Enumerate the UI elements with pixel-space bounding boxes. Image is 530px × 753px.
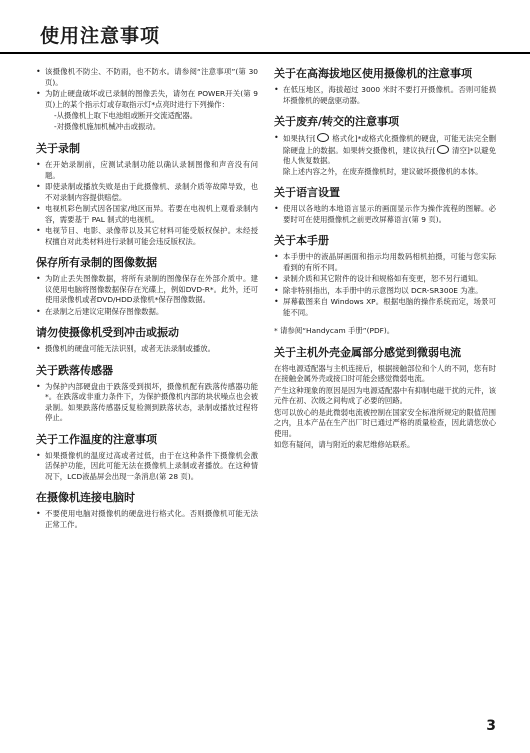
list-item: • 电视机彩色制式因各国家/地区而异。若要在电视机上观看录制内容，需要基于 PAL 制式的电视机。 xyxy=(36,204,258,225)
disposal-text-4: 除上述内容之外，在废弃摄像机时，建议破坏摄像机的本体。 xyxy=(283,166,483,176)
list-item: • 在录制之后建议定期保存图像数据。 xyxy=(36,307,258,318)
list-item: • 摄像机的硬盘可能无法识别，或者无法录制或播放。 xyxy=(36,344,258,355)
section-em xyxy=(274,346,496,451)
section-altitude xyxy=(274,67,496,106)
temperature-list xyxy=(36,451,258,483)
list-item: • 为防止硬盘破坏或已录制的图像丢失，请勿在 POWER开关(第 9 页)上的某个指示灯或存取指示灯*点亮时进行下列操作： xyxy=(36,89,258,110)
list-item: • 为防止丢失图像数据，将所有录制的图像保存在外部介质中。建议使用电脑将图像数据保存在光碟上，例如DVD-R*。此外，还可使用录像机或者DVD/HDD录像机*保存图像数据。 xyxy=(36,274,258,306)
paragraph: 产生这种现象的原因是因为电源适配器中有抑制电磁干扰的元件，该元件在初、次级之间构成了必要的回路。 xyxy=(274,385,496,405)
section-heading: 关于主机外壳金属部分感觉到微弱电流 xyxy=(274,345,461,359)
list-item: • 录制介质和其它附件的设计和规格如有变更，恕不另行通知。 xyxy=(274,274,496,285)
disposal-list xyxy=(274,133,496,177)
page-number: 3 xyxy=(486,718,496,734)
recording-list xyxy=(36,160,258,247)
disposal-text-2: 格式化]*或格式化摄像机的硬盘，可能无法完全删除硬盘上的数据。如果转交摄像机，建议执行[ xyxy=(283,134,496,155)
list-item: • 电视节目、电影、录像带以及其它材料可能受版权保护。未经授权擅自对此类材料进行录制可能会违反版权法。 xyxy=(36,226,258,247)
pc-list xyxy=(36,509,258,530)
shock-list xyxy=(36,344,258,355)
right-column xyxy=(274,67,496,452)
list-item: • 在低压地区，海拔超过 3000 米时不要打开摄像机。否则可能损坏摄像机的硬盘驱动器。 xyxy=(274,85,496,106)
drop-list xyxy=(36,382,258,424)
section-shock xyxy=(36,326,258,355)
paragraph: 如您有疑问，请与附近的索尼维修站联系。 xyxy=(274,440,415,449)
list-item: • 不要使用电脑对摄像机的硬盘进行格式化。否则摄像机可能无法正常工作。 xyxy=(36,509,258,530)
disposal-text-3: 清空]*以避免他人恢复数据。 xyxy=(283,145,496,165)
paragraph: 您可以放心的是此微弱电流被控制在国家安全标准所规定的限值范围之内，且本产品在生产出厂时已通过严格的质量检查，因此请您放心使用。 xyxy=(274,407,496,438)
section-drop xyxy=(36,364,258,424)
list-item: • 如果摄像机的温度过高或者过低，由于在这种条件下摄像机会激活保护功能，因此可能无法在摄像机上录制或者播放。在这种情况下，LCD液晶屏会出现一条消息(第 28 页)。 xyxy=(36,451,258,483)
section-heading: 保存所有录制的图像数据 xyxy=(36,256,157,269)
section-heading: 关于录制 xyxy=(36,142,80,155)
section-heading: 关于本手册 xyxy=(274,234,329,247)
page-title: 使用注意事项 xyxy=(40,25,161,47)
paragraph: 在将电源适配器与主机连接后，根据接触部位和个人的不同，您有时在接触金属外壳或接口时可能会感觉微弱电流。 xyxy=(274,363,496,383)
list-item: • 该摄像机不防尘、不防雨，也不防水。请参阅“注意事项”(第 30 页)。 xyxy=(36,67,258,88)
section-temperature xyxy=(36,433,258,483)
footnote: * 请参阅“Handycam 手册”(PDF)。 xyxy=(274,326,395,335)
list-item: • 在开始录制前，应测试录制功能以确认录制图像和声音没有问题。 xyxy=(36,160,258,181)
section-heading: 关于跌落传感器 xyxy=(36,363,113,377)
section-recording xyxy=(36,142,258,247)
language-list xyxy=(274,204,496,225)
section-heading: 关于废弃/转交的注意事项 xyxy=(274,115,400,128)
save-list xyxy=(36,274,258,317)
altitude-list xyxy=(274,85,496,106)
section-heading: 请勿使摄像机受到冲击或振动 xyxy=(36,326,179,339)
disposal-text-1: 如果执行[ xyxy=(283,134,316,143)
list-item: • 使用以各地的本地语言显示的画面显示作为操作流程的图解。必要时可在使用摄像机之前更改屏幕语言(第 9 页)。 xyxy=(274,204,496,225)
sub-item: -从摄像机上取下电池组或断开交流适配器。 xyxy=(54,111,198,120)
list-item: • 除非特别指出，本手册中的示意图均以 DCR-SR300E 为准。 xyxy=(274,286,496,297)
section-pc xyxy=(36,491,258,530)
hdd-icon xyxy=(437,145,449,154)
section-heading: 关于语言设置 xyxy=(274,186,340,199)
section-intro xyxy=(36,67,258,132)
section-language xyxy=(274,186,496,225)
manual-list xyxy=(274,252,496,318)
sub-item: -对摄像机施加机械冲击或振动。 xyxy=(54,121,161,131)
list-item: • 即使录制或播放失败是由于此摄像机、录制介质等故障导致，也不对录制内容提供赔偿。 xyxy=(36,182,258,203)
hdd-icon xyxy=(317,133,329,142)
title-divider xyxy=(0,52,530,54)
section-save xyxy=(36,256,258,317)
list-item: • 屏幕截图来自 Windows XP。根据电脑的操作系统而定，场景可能不同。 xyxy=(274,297,496,318)
section-manual xyxy=(274,234,496,337)
section-heading: 在摄像机连接电脑时 xyxy=(36,491,135,504)
list-item: • 为保护内部硬盘由于跌落受到损坏，摄像机配有跌落传感器功能*。在跌落或非重力条件下，为保护摄像机内部的块状噪点也会被录制。如果跌落传感器反复检测到跌落状态，录制或播放过程将停止。 xyxy=(36,382,258,424)
list-item xyxy=(274,133,496,177)
section-heading: 关于在高海拔地区使用摄像机的注意事项 xyxy=(274,67,472,80)
list-item: • 本手册中的液晶屏画面和指示均用数码相机拍摄，可能与您实际看到的有所不同。 xyxy=(274,252,496,273)
intro-list xyxy=(36,67,258,110)
section-heading: 关于工作温度的注意事项 xyxy=(36,432,157,446)
left-column xyxy=(36,67,258,531)
section-disposal xyxy=(274,115,496,177)
